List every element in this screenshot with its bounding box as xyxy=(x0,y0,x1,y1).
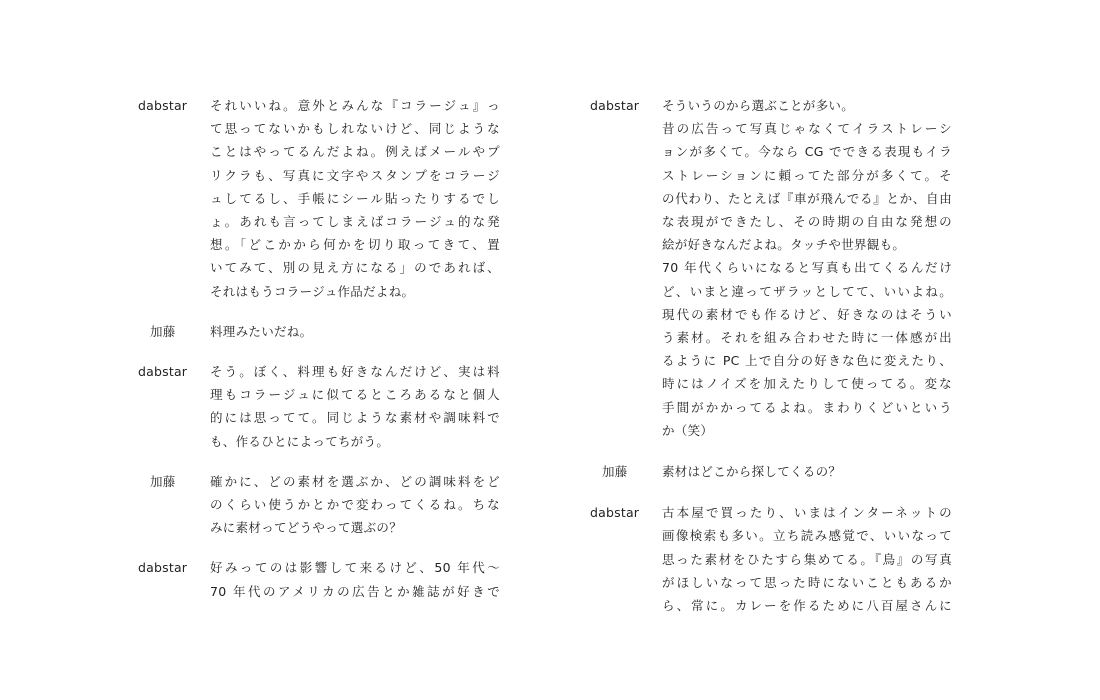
dialogue-turn xyxy=(138,360,508,453)
text-line: も、作るひとによってちがう。 xyxy=(210,433,390,449)
dialogue-text xyxy=(210,360,500,453)
text-line: それいいね。意外とみんな『コラージュ』っ xyxy=(210,98,500,113)
text-line: 時にはノイズを加えたりして使ってる。変な xyxy=(662,376,952,392)
spacer xyxy=(138,453,508,470)
text-line: のくらい使うかとかで変わってくるね。ちな xyxy=(210,497,500,513)
text-line: がほしいなって思った時にないこともあるか xyxy=(662,574,952,590)
speaker-name: 加藤 xyxy=(150,473,176,489)
spacer xyxy=(590,442,960,460)
dialogue-text xyxy=(662,460,952,483)
text-line: そう。ぼく、料理も好きなんだけど、実は料 xyxy=(210,364,500,380)
speaker-name: dabstar xyxy=(138,98,188,113)
text-line: そういうのから選ぶことが多い。 xyxy=(662,98,855,113)
dialogue-text xyxy=(662,94,952,442)
dialogue-text xyxy=(210,320,500,343)
text-line: 想。「どこかから何かを切り取ってきて、置 xyxy=(210,237,500,253)
dialogue-text xyxy=(210,556,500,602)
text-line: 70 年代くらいになると写真も出てくるんだけ xyxy=(662,260,952,276)
text-line: ョンが多くて。今なら CG でできる表現もイラ xyxy=(662,144,952,160)
left-column xyxy=(138,94,508,603)
dialogue-turn xyxy=(138,94,508,303)
text-line: それはもうコラージュ作品だよね。 xyxy=(210,283,415,299)
spacer xyxy=(138,343,508,360)
text-line: 絵が好きなんだよね。タッチや世界観も。 xyxy=(662,237,906,253)
text-line: ょ。あれも言ってしまえばコラージュ的な発 xyxy=(210,214,500,230)
text-line: いてみて、別の見え方になる」のであれば、 xyxy=(210,260,500,276)
dialogue-turn xyxy=(590,460,960,483)
text-line: 手間がかかってるよね。まわりくどいという xyxy=(662,399,952,415)
right-column xyxy=(590,94,960,617)
text-line: ュしてるし、手帳にシール貼ったりするでし xyxy=(210,190,500,206)
text-line: な表現ができたし、その時期の自由な発想の xyxy=(662,214,952,230)
text-line: 料理みたいだね。 xyxy=(210,323,313,339)
speaker-name: dabstar xyxy=(138,560,188,576)
dialogue-text xyxy=(210,94,500,303)
speaker-name: 加藤 xyxy=(602,464,628,480)
dialogue-turn xyxy=(138,556,508,602)
spacer xyxy=(138,539,508,556)
text-line: 現代の素材でも作るけど、好きなのはそうい xyxy=(662,306,952,322)
text-line: 確かに、どの素材を選ぶか、どの調味料をど xyxy=(210,473,500,489)
speaker-name: 加藤 xyxy=(150,323,176,339)
text-line: の代わり、たとえば『車が飛んでる』とか、自由 xyxy=(662,190,952,206)
dialogue-turn xyxy=(138,470,508,540)
spacer xyxy=(590,483,960,501)
dialogue-turn xyxy=(590,94,960,442)
text-line: 古本屋で買ったり、いまはインターネットの xyxy=(662,505,952,521)
dialogue-text xyxy=(210,470,500,540)
dialogue-text xyxy=(662,501,952,617)
text-line: ことはやってるんだよね。例えばメールやプ xyxy=(210,144,500,160)
speaker-name: dabstar xyxy=(590,98,640,113)
text-line: みに素材ってどうやって選ぶの？ xyxy=(210,520,403,536)
text-line: 好みってのは影響して来るけど、50 年代〜 xyxy=(210,560,500,576)
speaker-name: dabstar xyxy=(138,364,188,380)
text-line: リクラも、写真に文字やスタンプをコラージ xyxy=(210,167,500,183)
dialogue-turn xyxy=(138,320,508,343)
text-line: 思った素材をひたすら集めてる。『鳥』の写真 xyxy=(662,551,952,567)
text-line: 画像検索も多い。立ち読み感覚で、いいなって xyxy=(662,528,952,544)
text-line: ど、いまと違ってザラッとしてて、いいよね。 xyxy=(662,283,952,299)
text-line: て思ってないかもしれないけど、同じような xyxy=(210,121,500,137)
text-line: 的には思ってて。同じような素材や調味料で xyxy=(210,410,500,426)
text-line: 素材はどこから探してくるの？ xyxy=(662,464,842,480)
text-line: か（笑） xyxy=(662,422,714,438)
text-line: るように PC 上で自分の好きな色に変えたり、 xyxy=(662,353,952,369)
text-line: う素材。それを組み合わせた時に一体感が出 xyxy=(662,330,952,346)
text-line: 昔の広告って写真じゃなくてイラストレーシ xyxy=(662,121,952,137)
text-line: 70 年代のアメリカの広告とか雑誌が好きで xyxy=(210,583,500,599)
text-line: ら、常に。カレーを作るために八百屋さんに xyxy=(662,598,952,614)
dialogue-turn xyxy=(590,501,960,617)
speaker-name: dabstar xyxy=(590,505,640,521)
spacer xyxy=(138,303,508,320)
text-line: 理もコラージュに似てるところあるなと個人 xyxy=(210,387,500,403)
text-line: ストレーションに頼ってた部分が多くて。そ xyxy=(662,167,952,183)
